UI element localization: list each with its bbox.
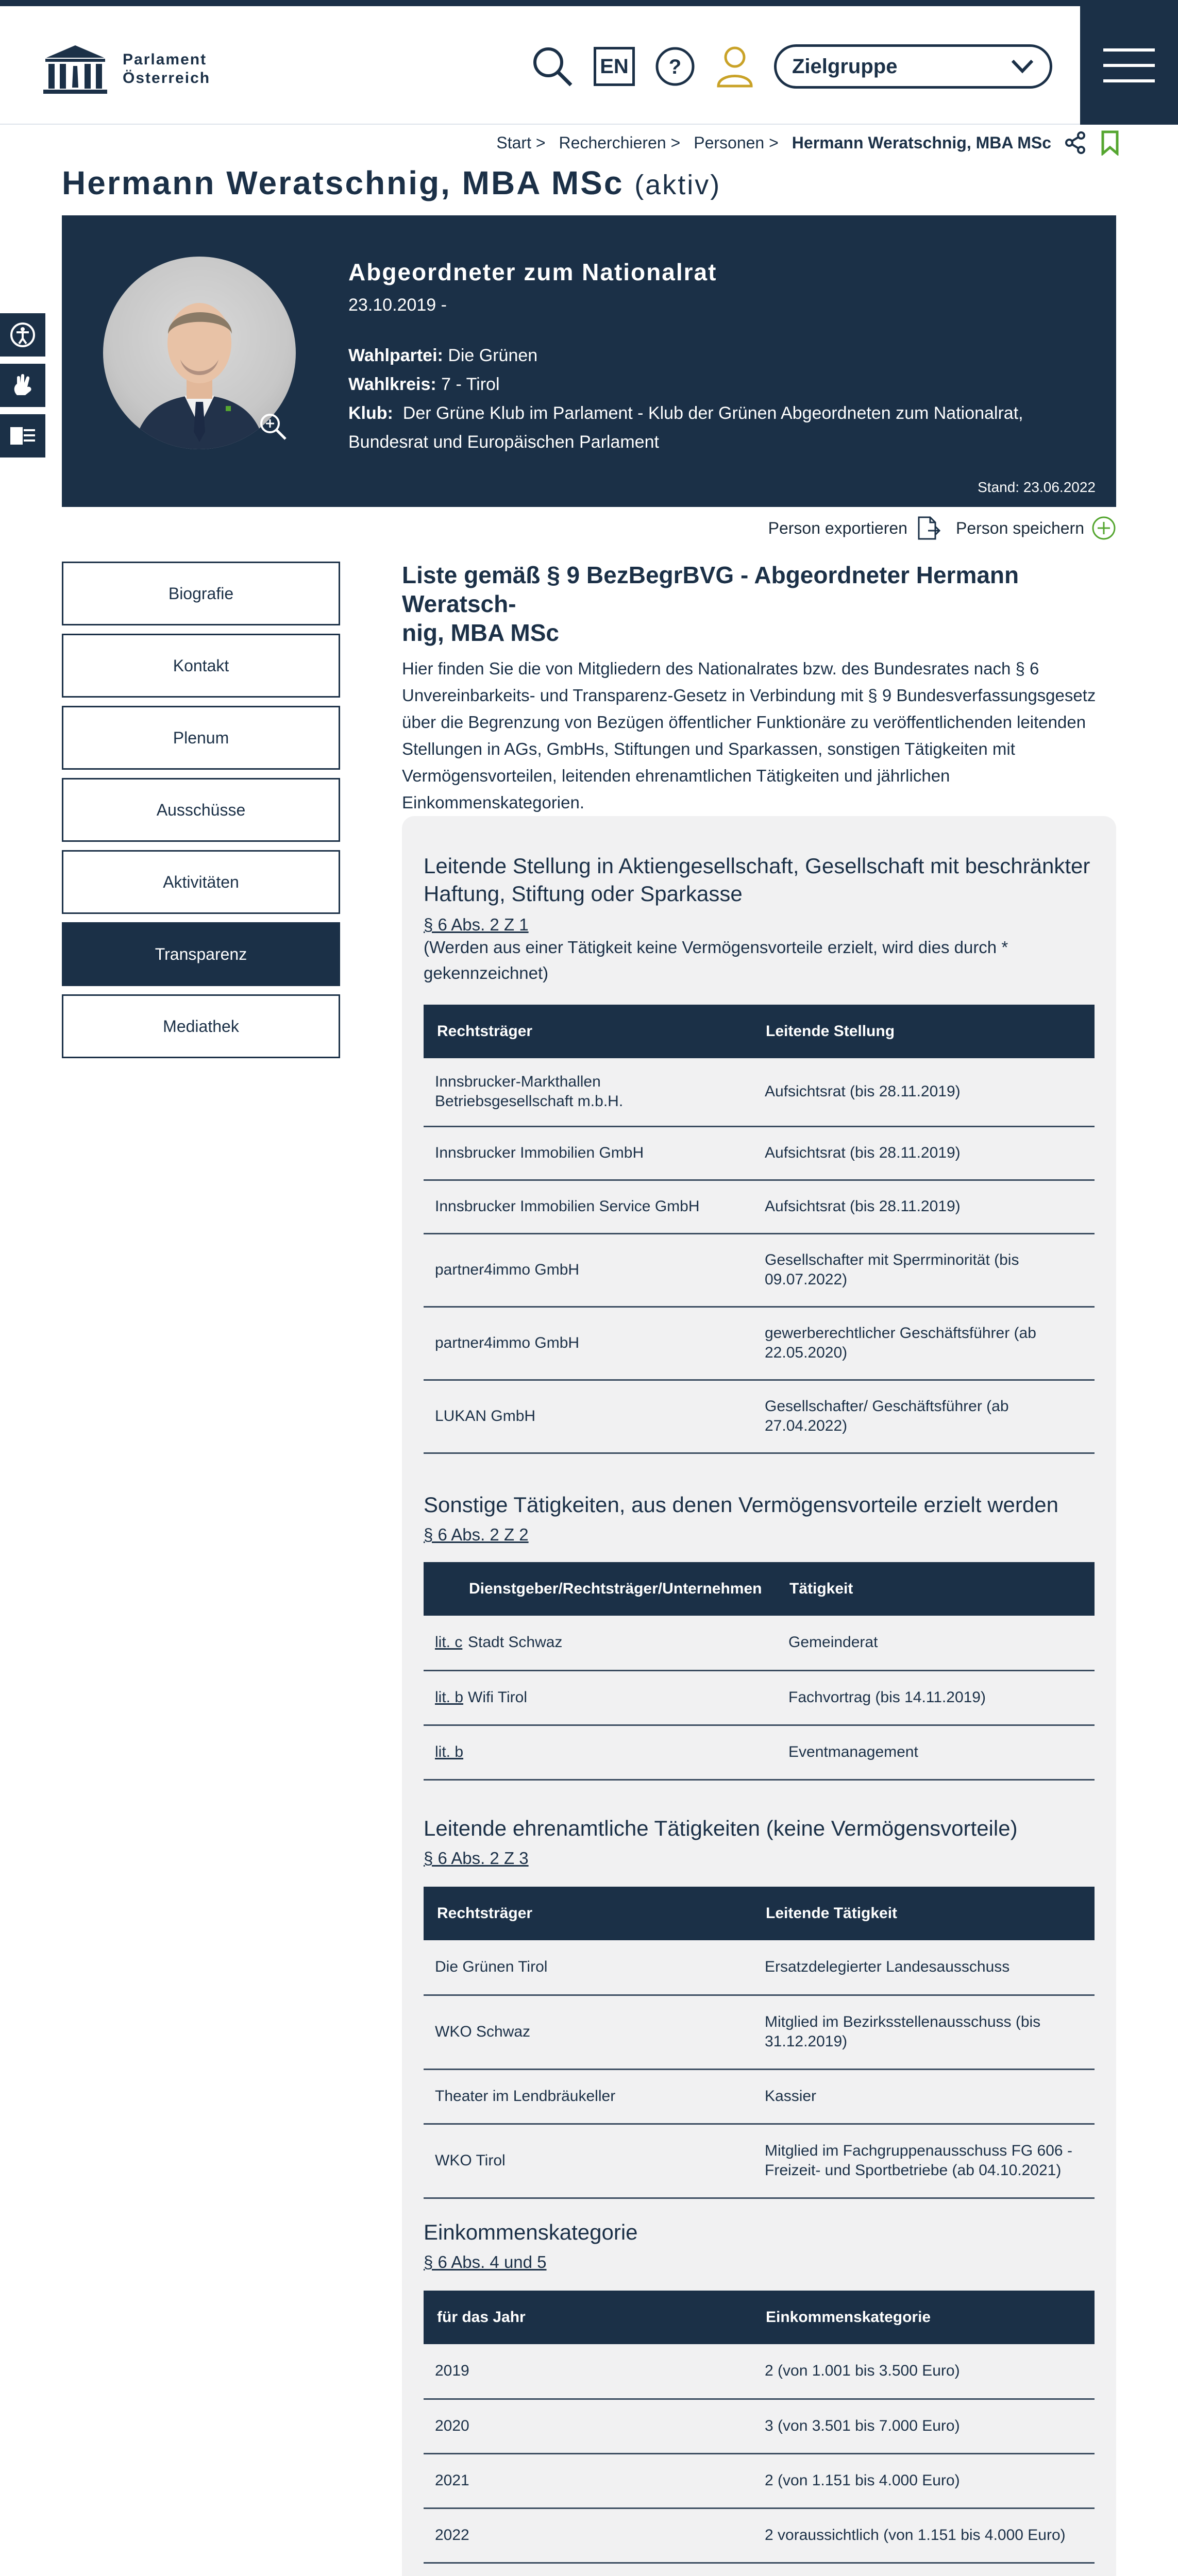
easy-language-button[interactable] <box>0 414 45 457</box>
person-status: (aktiv) <box>634 170 721 200</box>
table-cell: 2 (von 1.151 bis 4.000 Euro) <box>753 2453 1095 2508</box>
wahlkreis-label: Wahlkreis: <box>348 375 436 394</box>
zoom-icon[interactable] <box>258 411 289 442</box>
table-cell: Aufsichtsrat (bis 28.11.2019) <box>753 1180 1095 1233</box>
table-cell: partner4immo GmbH <box>424 1233 753 1307</box>
save-person-button[interactable] <box>956 516 1116 540</box>
wahlpartei-value: Die Grünen <box>448 346 538 365</box>
user-icon[interactable] <box>715 45 754 88</box>
export-person-button[interactable] <box>768 515 940 541</box>
table-row <box>424 1180 1095 1233</box>
lit-link[interactable]: lit. c <box>424 1616 468 1670</box>
breadcrumb-personen[interactable]: Personen > <box>694 133 779 152</box>
table-row <box>424 2453 1095 2508</box>
sec3-rows <box>424 1940 1095 2199</box>
sec1-title: Leitende Stellung in Aktiengesellschaft, Gesellschaft mit beschränkter Haftung, Stiftung oder Sparkasse <box>424 854 1090 906</box>
table-cell: LUKAN GmbH <box>424 1380 753 1453</box>
table-row <box>424 1616 1095 1670</box>
table-cell: Innsbrucker Immobilien GmbH <box>424 1126 753 1180</box>
page-title <box>62 164 721 202</box>
table-cell: Wifi Tirol <box>468 1670 777 1725</box>
table-row <box>424 1725 1095 1780</box>
search-icon[interactable] <box>531 45 574 88</box>
table-cell: 2019 <box>424 2344 753 2399</box>
wahlkreis-value: 7 - Tirol <box>441 375 500 394</box>
table-cell: Gesellschafter/ Geschäftsführer (ab 27.04.2022) <box>753 1380 1095 1453</box>
sec1-law-link[interactable]: § 6 Abs. 2 Z 1 <box>424 915 529 934</box>
sec1-note: (Werden aus einer Tätigkeit keine Vermögensvorteile erzielt, wird dies durch * gekennzeichnet) <box>424 938 1008 982</box>
table-header: für das Jahr <box>425 2292 754 2343</box>
table-cell: Innsbrucker-Markthallen Betriebsgesellschaft m.b.H. <box>424 1058 753 1126</box>
table-cell: WKO Tirol <box>424 2124 753 2198</box>
section-heading-line-2: nig, MBA MSc <box>402 619 559 646</box>
hand-icon <box>10 372 36 398</box>
chevron-down-icon <box>1011 59 1034 74</box>
save-label: Person speichern <box>955 518 1084 537</box>
person-subnav <box>62 562 340 1066</box>
table-row <box>424 2124 1095 2198</box>
table-row <box>424 1380 1095 1453</box>
sec4-table <box>424 2291 1095 2344</box>
person-actions <box>768 515 1116 541</box>
table-cell: gewerberechtlicher Geschäftsführer (ab 22.05.2020) <box>753 1307 1095 1380</box>
bookmark-icon[interactable] <box>1100 130 1120 156</box>
table-cell: Die Grünen Tirol <box>424 1940 753 1995</box>
language-button[interactable]: EN <box>594 47 635 86</box>
site-header <box>0 6 1178 125</box>
export-icon <box>915 515 940 541</box>
breadcrumb <box>496 130 1120 156</box>
table-cell: 2020 <box>424 2399 753 2453</box>
accessibility-toolbar <box>0 313 45 457</box>
plus-circle-icon <box>1091 516 1116 540</box>
table-cell <box>753 2563 1095 2576</box>
klub-value-2: Bundesrat und Europäischen Parlament <box>348 432 659 452</box>
table-cell: Ersatzdelegierter Landesausschuss <box>753 1940 1095 1995</box>
table-cell: Aufsichtsrat (bis 28.11.2019) <box>753 1058 1095 1126</box>
sec4-law-link[interactable]: § 6 Abs. 4 und 5 <box>424 2252 547 2272</box>
easy-read-icon <box>8 423 37 449</box>
lit-link[interactable]: lit. b <box>424 1725 468 1780</box>
table-cell: 2 (von 1.001 bis 3.500 Euro) <box>753 2344 1095 2399</box>
table-cell: Innsbrucker Immobilien Service GmbH <box>424 1180 753 1233</box>
section-heading-line-1: Liste gemäß § 9 BezBegrBVG - Abgeordneter Hermann Weratsch- <box>402 562 1019 617</box>
wahlpartei-row <box>348 341 1023 370</box>
export-label: Person exportieren <box>768 518 907 537</box>
profile-card <box>62 215 1116 507</box>
table-header: Rechtsträger <box>425 1006 754 1057</box>
table-header: Dienstgeber/Rechtsträger/Unternehmen <box>469 1563 778 1615</box>
table-row <box>424 2069 1095 2124</box>
svg-text:?: ? <box>668 56 682 78</box>
breadcrumb-recherchieren[interactable]: Recherchieren > <box>559 133 681 152</box>
table-row <box>424 1995 1095 2069</box>
logo-line-2: Österreich <box>123 70 211 87</box>
table-cell: Gemeinderat <box>777 1616 1095 1670</box>
subnav-aktivitaeten[interactable]: Aktivitäten <box>62 850 340 914</box>
table-cell: Kassier <box>753 2069 1095 2124</box>
table-cell: Theater im Lendbräukeller <box>424 2069 753 2124</box>
share-icon[interactable] <box>1065 131 1086 155</box>
menu-icon-line <box>1103 64 1155 67</box>
table-cell: Eventmanagement <box>777 1725 1095 1780</box>
menu-icon-line <box>1103 48 1155 52</box>
table-cell: Gesellschafter mit Sperrminorität (bis 09.07.2022) <box>753 1233 1095 1307</box>
transparency-intro <box>402 561 1116 816</box>
top-accent-bar <box>0 0 1178 6</box>
wahlkreis-row <box>348 370 1023 399</box>
table-header: Leitende Tätigkeit <box>754 1888 1093 1939</box>
table-cell: Mitglied im Fachgruppenausschuss FG 606 - Freizeit- und Sportbetriebe (ab 04.10.2021) <box>753 2124 1095 2198</box>
table-cell: Fachvortrag (bis 14.11.2019) <box>777 1670 1095 1725</box>
table-cell <box>468 1725 777 1780</box>
help-icon[interactable] <box>654 46 696 87</box>
subnav-kontakt[interactable]: Kontakt <box>62 634 340 698</box>
table-row <box>424 2563 1095 2576</box>
table-header: Tätigkeit <box>778 1563 1093 1615</box>
table-row <box>424 1233 1095 1307</box>
table-row <box>424 2344 1095 2399</box>
breadcrumb-start[interactable]: Start > <box>496 133 546 152</box>
intro-text: Hier finden Sie die von Mitgliedern des Nationalrates bzw. des Bundesrates nach § 6 Unvereinbarkeits- und Transparenz-Gesetz in Verbindung mit § 9 Bundesverfassungsgesetz über die Begrenzung von Bezügen öffentlicher Funktionäre zu veröffentlichenden leitenden Stellungen in AGs, GmbHs, Stiftungen und Sparkassen, sonstigen Tätigkeiten mit Vermögensvorteilen, leitenden ehrenamtlichen Tätigkeiten und jährlichen Einkommenskategorien. <box>402 659 1096 812</box>
wahlpartei-label: Wahlpartei: <box>348 346 443 365</box>
subnav-transparenz[interactable]: Transparenz <box>62 922 340 986</box>
sign-language-button[interactable] <box>0 364 45 407</box>
klub-value: Der Grüne Klub im Parlament - Klub der Grünen Abgeordneten zum Nationalrat, <box>402 403 1023 423</box>
sec4-title: Einkommenskategorie <box>424 2220 638 2244</box>
accessibility-icon <box>10 322 36 348</box>
sec3-table <box>424 1887 1095 1940</box>
table-row <box>424 1058 1095 1126</box>
logo-line-1: Parlament <box>123 51 207 68</box>
sec2-title: Sonstige Tätigkeiten, aus denen Vermögensvorteile erzielt werden <box>424 1493 1058 1517</box>
klub-label: Klub: <box>348 403 393 423</box>
sec1-table <box>424 1005 1095 1058</box>
table-cell: partner4immo GmbH <box>424 1307 753 1380</box>
accessibility-button[interactable] <box>0 313 45 357</box>
table-row <box>424 1126 1095 1180</box>
table-header: Leitende Stellung <box>754 1006 1093 1057</box>
sec2-table <box>424 1562 1095 1616</box>
table-cell: Mitglied im Bezirksstellenausschuss (bis 31.12.2019) <box>753 1995 1095 2069</box>
table-cell <box>424 2563 753 2576</box>
table-row <box>424 2508 1095 2563</box>
section-heading <box>402 561 1116 647</box>
person-role: Abgeordneter zum Nationalrat <box>348 259 717 285</box>
sec3-law-link[interactable]: § 6 Abs. 2 Z 3 <box>424 1849 529 1868</box>
table-cell: Aufsichtsrat (bis 28.11.2019) <box>753 1126 1095 1180</box>
table-cell: 3 (von 3.501 bis 7.000 Euro) <box>753 2399 1095 2453</box>
site-logo[interactable] <box>41 43 210 95</box>
person-name: Hermann Weratschnig, MBA MSc <box>62 164 624 201</box>
table-cell: WKO Schwaz <box>424 1995 753 2069</box>
subnav-mediathek[interactable]: Mediathek <box>62 994 340 1058</box>
table-row <box>424 2399 1095 2453</box>
breadcrumb-current: Hermann Weratschnig, MBA MSc <box>792 133 1051 152</box>
lit-link[interactable]: lit. b <box>424 1670 468 1725</box>
menu-button[interactable] <box>1080 6 1178 125</box>
table-row <box>424 1670 1095 1725</box>
sec4-rows <box>424 2344 1095 2576</box>
sec2-law-link[interactable]: § 6 Abs. 2 Z 2 <box>424 1525 529 1544</box>
stand-date: Stand: 23.06.2022 <box>978 479 1096 495</box>
zielgruppe-label: Zielgruppe <box>792 55 898 78</box>
transparency-card <box>402 816 1116 2576</box>
sec1-rows <box>424 1058 1095 1454</box>
table-header: Rechtsträger <box>425 1888 754 1939</box>
parliament-logo-icon <box>41 43 109 95</box>
person-since: 23.10.2019 - <box>348 295 447 315</box>
table-cell: 2022 <box>424 2508 753 2563</box>
subnav-plenum[interactable]: Plenum <box>62 706 340 770</box>
klub-row <box>348 399 1023 428</box>
table-cell: 2 voraussichtlich (von 1.151 bis 4.000 Euro) <box>753 2508 1095 2563</box>
subnav-biografie[interactable]: Biografie <box>62 562 340 625</box>
table-header <box>425 1563 469 1615</box>
subnav-ausschuesse[interactable]: Ausschüsse <box>62 778 340 842</box>
sec3-title: Leitende ehrenamtliche Tätigkeiten (keine Vermögensvorteile) <box>424 1816 1018 1840</box>
sec2-rows <box>424 1616 1095 1781</box>
table-row <box>424 1940 1095 1995</box>
zielgruppe-select[interactable] <box>774 44 1052 89</box>
table-header: Einkommenskategorie <box>754 2292 1093 2343</box>
table-cell: Stadt Schwaz <box>468 1616 777 1670</box>
menu-icon-line <box>1103 79 1155 82</box>
table-cell: 2021 <box>424 2453 753 2508</box>
table-row <box>424 1307 1095 1380</box>
